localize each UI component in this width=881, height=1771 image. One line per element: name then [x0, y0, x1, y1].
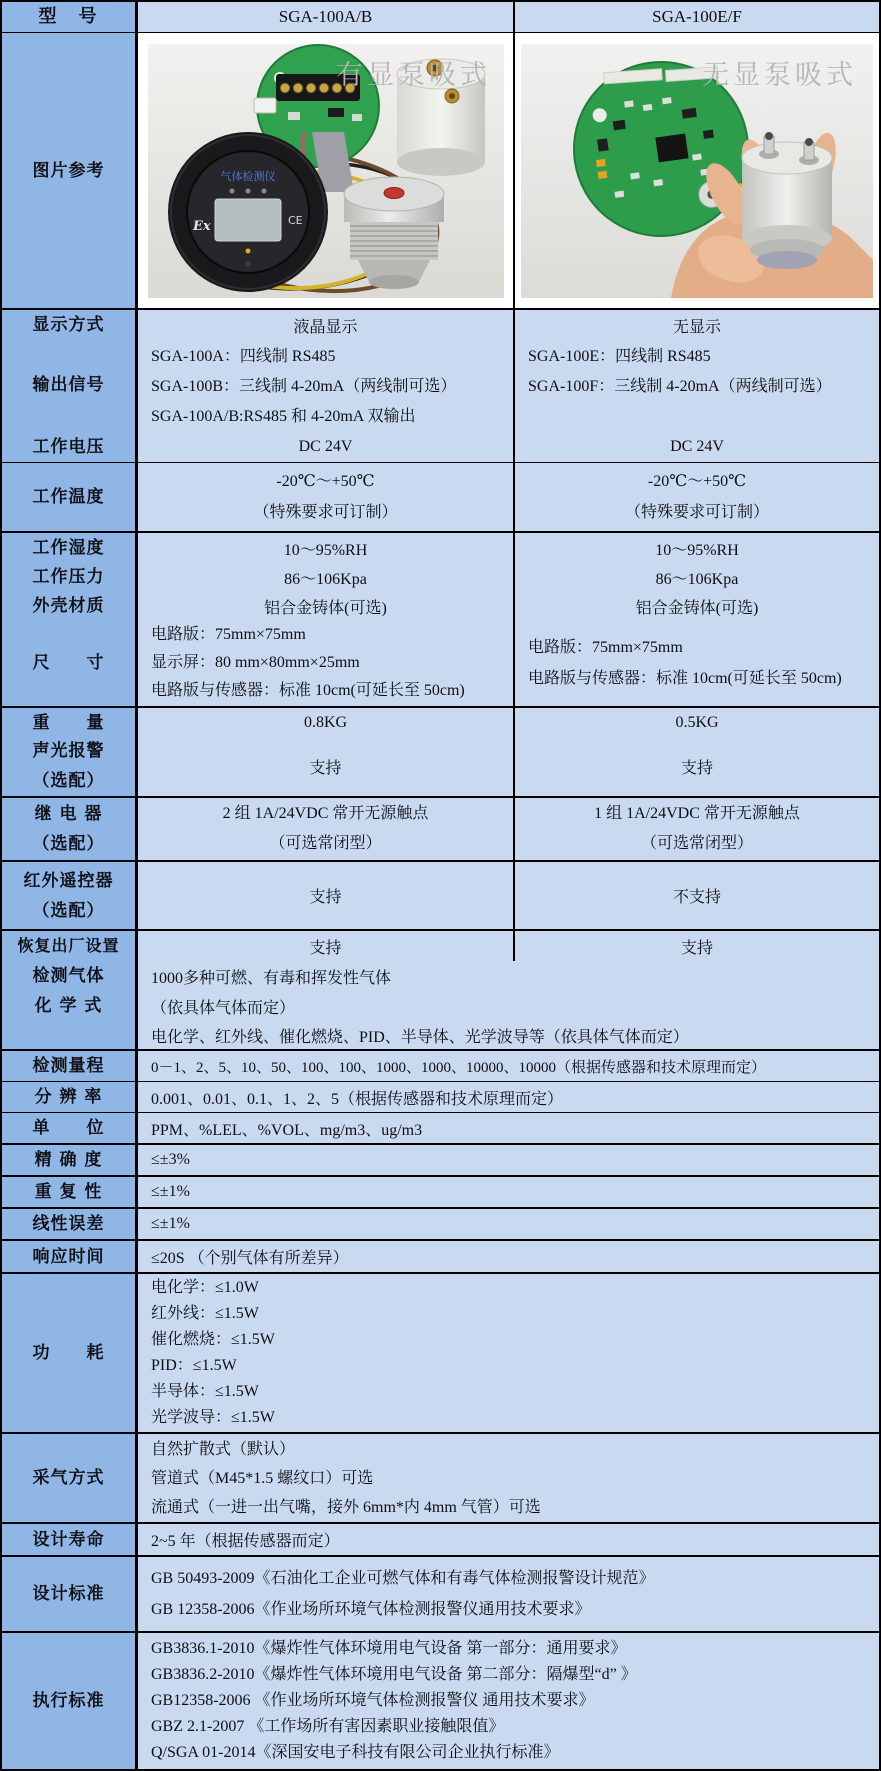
row-label-linearity: 线性误差: [2, 1209, 138, 1239]
row-label-voltage: 工作电压: [2, 432, 138, 462]
spec-row-shell: [2, 591, 879, 620]
cell-power-value: [138, 1274, 879, 1432]
cell-factory-reset-right: 支持: [515, 931, 879, 961]
spec-row-humidity: [2, 533, 879, 562]
cell-remote-left: 支持: [138, 862, 515, 929]
watermark-right: 无显泵吸式: [702, 60, 857, 91]
text-line: （可选常闭型）: [640, 835, 753, 852]
spec-row-accuracy: [2, 1145, 879, 1177]
text-line: 声光报警: [32, 741, 105, 761]
cell-output-signal-left: [138, 338, 515, 432]
spec-row-gases: [2, 961, 879, 991]
text-line: 电化学：≤1.0W: [151, 1279, 259, 1296]
gas-detector-head: [168, 132, 328, 292]
row-label-power: 功 耗: [2, 1274, 138, 1432]
cell-exec-std-value: [138, 1633, 879, 1769]
text-line: SGA-100B：三线制 4-20mA（两线制可选）: [151, 378, 457, 395]
spec-row-units: [2, 1113, 879, 1145]
cell-humidity-left: 10～95%RH: [138, 533, 515, 563]
spec-row-relay: [2, 798, 879, 862]
cell-response-value: ≤20S （个别气体有所差异）: [138, 1241, 879, 1272]
text-line: GB3836.2-2010《爆炸性气体环境用电气设备 第二部分：隔爆型“d” 》: [151, 1666, 637, 1683]
text-line: （特殊要求可订制）: [624, 504, 769, 521]
text-line: 电路版与传感器：标准 10cm(可延长至 50cm): [528, 670, 842, 687]
spec-row-power: [2, 1274, 879, 1434]
row-label-formula: 化 学 式: [2, 991, 138, 1021]
cell-alarm-left: 支持: [138, 736, 515, 796]
text-line: -20℃～+50℃: [647, 473, 747, 490]
text-line: 电路版：75mm×75mm: [528, 639, 683, 656]
text-line: 电路版与传感器：标准 10cm(可延长至 50cm): [151, 682, 465, 699]
cell-sampling-value: [138, 1434, 879, 1522]
watermark-left: 有显泵吸式: [336, 60, 491, 91]
header-model-label: 型 号: [2, 2, 138, 32]
row-label-shell: 外壳材质: [2, 591, 138, 621]
row-label-display-mode: 显示方式: [2, 310, 138, 340]
photo-cell-sga100ab: [138, 33, 515, 308]
spec-row-alarm: [2, 736, 879, 798]
text-line: 光学波导：≤1.5W: [151, 1409, 275, 1426]
cell-pressure-left: 86～106Kpa: [138, 562, 515, 592]
cell-remote-right: 不支持: [515, 862, 879, 929]
row-label-resolution: 分 辨 率: [2, 1082, 138, 1112]
spec-row-output-signal: [2, 338, 879, 432]
text-line: 红外遥控器: [23, 870, 114, 891]
text-line: GB 50493-2009《石油化工企业可燃气体和有毒气体检测报警设计规范》: [151, 1570, 655, 1587]
spec-row-formula: [2, 991, 879, 1021]
cell-lifespan-value: 2~5 年（根据传感器而定）: [138, 1524, 879, 1555]
cell-voltage-left: DC 24V: [138, 432, 515, 462]
text-line: SGA-100E：四线制 RS485: [528, 348, 711, 365]
spec-row-repeatability: [2, 1177, 879, 1209]
cell-temperature-left: [138, 463, 515, 531]
cell-factory-reset-left: 支持: [138, 931, 515, 961]
cell-dimensions-right: [515, 620, 879, 706]
text-line: 继 电 器: [34, 804, 103, 824]
spec-row-display-mode: [2, 310, 879, 338]
cell-accuracy-value: ≤±3%: [138, 1145, 879, 1175]
text-line: 管道式（M45*1.5 螺纹口）可选: [151, 1469, 374, 1487]
text-line: 2 组 1A/24VDC 常开无源触点: [222, 805, 429, 822]
text-line: 显示屏：80 mm×80mm×25mm: [151, 654, 360, 671]
row-label-pressure: 工作压力: [2, 562, 138, 592]
cell-units-value: PPM、%LEL、%VOL、mg/m3、ug/m3: [138, 1113, 879, 1143]
row-label-lifespan: 设计寿命: [2, 1524, 138, 1555]
cell-pressure-right: 86～106Kpa: [515, 562, 879, 592]
cell-output-signal-right: [515, 338, 879, 432]
row-label-response: 响应时间: [2, 1241, 138, 1272]
cell-design-std-value: [138, 1557, 879, 1631]
cell-repeatability-value: ≤±1%: [138, 1177, 879, 1207]
cell-shell-left: 铝合金铸体(可选): [138, 591, 515, 621]
header-model-b: SGA-100E/F: [515, 2, 879, 32]
text-line: GB12358-2006 《作业场所环境气体检测报警仪 通用技术要求》: [151, 1692, 595, 1709]
text-line: SGA-100A/B:RS485 和 4-20mA 双输出: [151, 408, 416, 425]
cell-relay-right: [515, 798, 879, 860]
row-label-repeatability: 重 复 性: [2, 1177, 138, 1207]
spec-row-range: [2, 1051, 879, 1082]
cell-weight-right: 0.5KG: [515, 708, 879, 738]
row-label-principle: [2, 1021, 138, 1049]
row-label-range: 检测量程: [2, 1051, 138, 1081]
cell-display-mode-left: 液晶显示: [138, 310, 515, 340]
photo-cell-sga100ef: [515, 33, 879, 308]
row-label-exec-std: 执行标准: [2, 1633, 138, 1769]
spec-row-remote: [2, 862, 879, 931]
row-label-gases: 检测气体: [2, 961, 138, 991]
row-label-image: 图片参考: [2, 33, 138, 308]
cell-humidity-right: 10～95%RH: [515, 533, 879, 563]
cell-temperature-right: [515, 463, 879, 531]
spec-row-temperature: [2, 463, 879, 533]
cell-principle-value: 电化学、红外线、催化燃烧、PID、半导体、光学波导等（依具体气体而定）: [138, 1021, 879, 1049]
cell-gases-value: 1000多种可燃、有毒和挥发性气体: [138, 961, 879, 991]
cell-formula-value: （依具体气体而定）: [138, 991, 879, 1021]
spec-row-exec-std: [2, 1633, 879, 1769]
row-label-output-signal: 输出信号: [2, 338, 138, 432]
spec-row-sampling: [2, 1434, 879, 1524]
text-line: （特殊要求可订制）: [253, 504, 398, 521]
text-line: 自然扩散式（默认）: [151, 1440, 296, 1458]
spec-row-response: [2, 1241, 879, 1274]
text-line: 1 组 1A/24VDC 常开无源触点: [594, 805, 800, 822]
text-line: （选配）: [32, 834, 105, 854]
spec-row-pressure: [2, 562, 879, 591]
text-line: SGA-100F：三线制 4-20mA（两线制可选）: [528, 378, 832, 395]
spec-row-weight: [2, 708, 879, 736]
row-label-dimensions: 尺 寸: [2, 620, 138, 706]
text-line: GBZ 2.1-2007 《工作场所有害因素职业接触限值》: [151, 1718, 505, 1735]
text-line: 流通式（一进一出气嘴，接外 6mm*内 4mm 气管）可选: [151, 1498, 541, 1516]
cell-relay-left: [138, 798, 515, 860]
text-line: 半导体：≤1.5W: [151, 1383, 259, 1400]
row-label-humidity: 工作湿度: [2, 533, 138, 563]
spec-row-voltage: [2, 432, 879, 463]
cell-voltage-right: DC 24V: [515, 432, 879, 462]
spec-row-resolution: [2, 1082, 879, 1113]
spec-row-lifespan: [2, 1524, 879, 1557]
row-label-sampling: 采气方式: [2, 1434, 138, 1522]
text-line: 催化燃烧：≤1.5W: [151, 1331, 275, 1348]
row-label-accuracy: 精 确 度: [2, 1145, 138, 1175]
header-row: [2, 2, 879, 33]
text-line: PID：≤1.5W: [151, 1357, 237, 1374]
text-line: Q/SGA 01-2014《深国安电子科技有限公司企业执行标准》: [151, 1744, 560, 1761]
row-label-weight: 重 量: [2, 708, 138, 738]
text-line: GB 12358-2006《作业场所环境气体检测报警仪通用技术要求》: [151, 1601, 591, 1618]
row-label-units: 单 位: [2, 1113, 138, 1143]
detector-screen-title: 气体检测仪: [220, 169, 275, 183]
text-line: （选配）: [32, 900, 105, 921]
text-line: -20℃～+50℃: [276, 473, 375, 490]
ex-mark: Ex: [192, 218, 211, 234]
cell-weight-left: 0.8KG: [138, 708, 515, 738]
image-row: [2, 33, 879, 310]
text-line: SGA-100A：四线制 RS485: [151, 348, 336, 365]
spec-row-principle: [2, 1021, 879, 1051]
cell-range-value: 0－1、2、5、10、50、100、100、1000、1000、10000、10000（根据传感器和技术原理而定）: [138, 1051, 879, 1081]
row-label-design-std: 设计标准: [2, 1557, 138, 1631]
text-line: （选配）: [32, 771, 105, 791]
row-label-factory-reset: 恢复出厂设置: [2, 931, 138, 961]
cell-shell-right: 铝合金铸体(可选): [515, 591, 879, 621]
text-line: （可选常闭型）: [269, 835, 382, 852]
text-line: GB3836.1-2010《爆炸性气体环境用电气设备 第一部分：通用要求》: [151, 1640, 627, 1657]
row-label-alarm: [2, 736, 138, 796]
text-line: 电路版：75mm×75mm: [151, 626, 306, 643]
cell-linearity-value: ≤±1%: [138, 1209, 879, 1239]
row-label-temperature: 工作温度: [2, 463, 138, 531]
spec-row-factory-reset: [2, 931, 879, 961]
cell-alarm-right: 支持: [515, 736, 879, 796]
cell-resolution-value: 0.001、0.01、0.1、1、2、5（根据传感器和技术原理而定）: [138, 1082, 879, 1112]
cell-dimensions-left: [138, 620, 515, 706]
ce-mark: CE: [287, 213, 303, 227]
sensor-red-inlet: [384, 187, 404, 198]
row-label-remote: [2, 862, 138, 929]
text-line: 红外线：≤1.5W: [151, 1305, 259, 1322]
spec-row-linearity: [2, 1209, 879, 1241]
cell-display-mode-right: 无显示: [515, 310, 879, 340]
header-model-a: SGA-100A/B: [138, 2, 515, 32]
spec-row-dimensions: [2, 620, 879, 708]
spec-row-design-std: [2, 1557, 879, 1633]
row-label-relay: [2, 798, 138, 860]
sensor-cylinder: [742, 132, 832, 269]
